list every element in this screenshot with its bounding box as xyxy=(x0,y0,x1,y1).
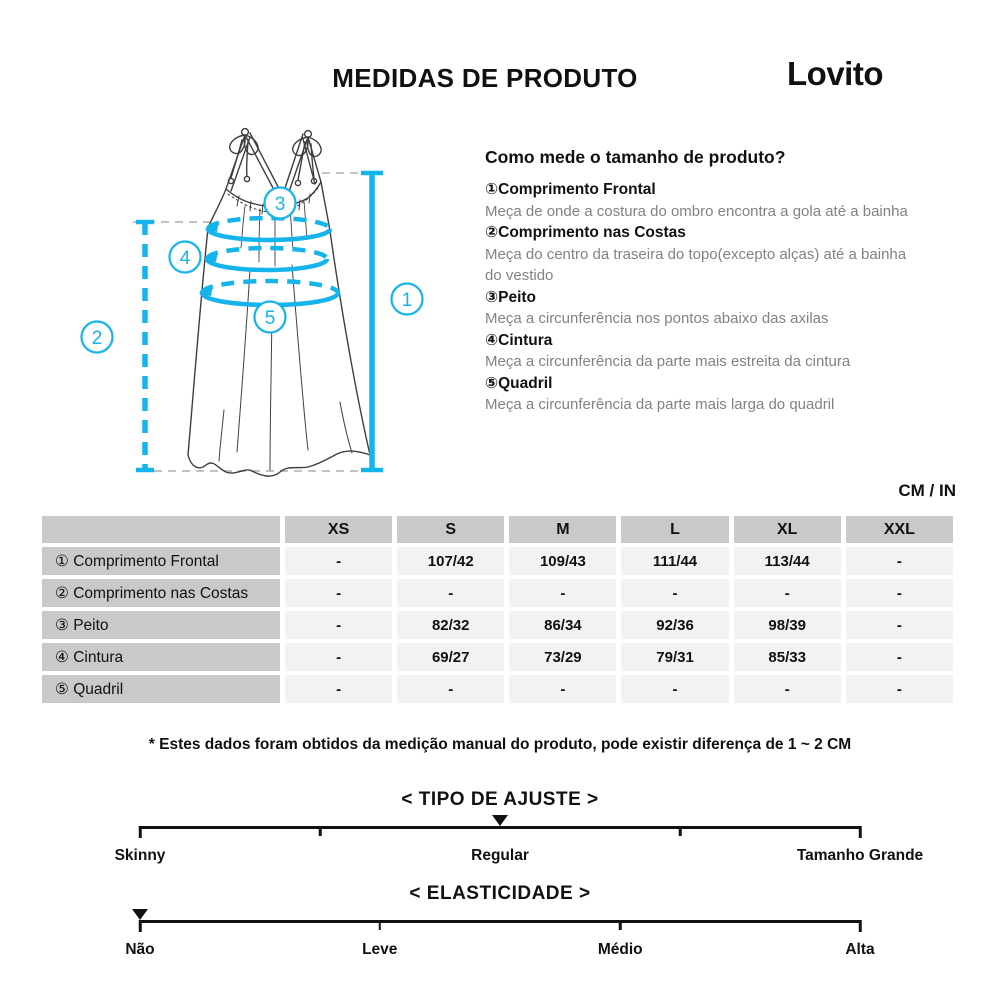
measurement-value-cell: 113/44 xyxy=(734,547,841,575)
instruction-item-desc: Meça a circunferência da parte mais estreita da cintura xyxy=(485,353,851,370)
instruction-item-name: ②Comprimento nas Costas xyxy=(485,223,686,241)
circled-number: ⑤ xyxy=(485,373,499,392)
table-row xyxy=(42,579,953,607)
measurement-instructions xyxy=(485,147,909,416)
measurement-value-cell: - xyxy=(397,675,504,703)
measurement-value-cell: 86/34 xyxy=(509,611,616,639)
measurement-row-label: ③ Peito xyxy=(42,611,280,639)
instruction-item-name: ③Peito xyxy=(485,287,537,306)
measurement-value-cell: - xyxy=(734,579,841,607)
unit-label: CM / IN xyxy=(898,481,956,500)
scale-division-tick xyxy=(679,826,682,836)
measurement-value-cell: 98/39 xyxy=(734,611,841,639)
scale-end-tick xyxy=(139,920,142,932)
measurement-value-cell: - xyxy=(397,579,504,607)
measurement-value-cell: - xyxy=(285,675,392,703)
scale-line xyxy=(140,920,860,923)
table-row xyxy=(42,547,953,575)
circled-number: ④ xyxy=(485,330,499,349)
measurement-value-cell: 109/43 xyxy=(509,547,616,575)
svg-text:1: 1 xyxy=(401,290,413,311)
fit-type-scale-title: < TIPO DE AJUSTE > xyxy=(401,789,599,810)
measurement-value-cell: - xyxy=(846,611,953,639)
instruction-item-name: ①Comprimento Frontal xyxy=(485,180,656,198)
size-column-header: M xyxy=(509,516,616,543)
size-column-header: XL xyxy=(734,516,841,543)
measurement-value-cell: 82/32 xyxy=(397,611,504,639)
fit-type-scale-track xyxy=(140,826,860,839)
measurement-value-cell: - xyxy=(846,547,953,575)
circled-number: ③ xyxy=(485,287,499,306)
measurement-value-cell: 69/27 xyxy=(397,643,504,671)
circled-number: ③ xyxy=(55,615,69,634)
elasticity-scale-title: < ELASTICIDADE > xyxy=(409,883,591,904)
measurement-value-cell: 85/33 xyxy=(734,643,841,671)
scale-label: Não xyxy=(125,941,155,958)
svg-text:2: 2 xyxy=(91,328,103,349)
size-table-header-row xyxy=(42,516,953,543)
scale-label: Médio xyxy=(597,941,643,958)
page-title: MEDIDAS DE PRODUTO xyxy=(332,63,638,93)
measurement-value-cell: - xyxy=(846,643,953,671)
measurement-value-cell: 79/31 xyxy=(621,643,728,671)
instruction-item-desc: Meça a circunferência nos pontos abaixo das axilas xyxy=(485,310,829,327)
fit-type-scale xyxy=(114,789,924,867)
measure-ellipse-chest xyxy=(205,218,330,240)
size-table xyxy=(37,512,958,707)
scale-label: Regular xyxy=(471,847,529,864)
circled-number: ② xyxy=(55,583,69,602)
svg-text:4: 4 xyxy=(179,248,191,269)
measurement-value-cell: - xyxy=(509,579,616,607)
measurement-value-cell: 107/42 xyxy=(397,547,504,575)
circled-number: ② xyxy=(485,223,499,241)
svg-text:5: 5 xyxy=(264,308,276,329)
measure-ellipse-waist xyxy=(204,248,327,270)
table-row xyxy=(42,675,953,703)
scale-division-tick xyxy=(619,920,622,930)
measurement-row-label: ② Comprimento nas Costas xyxy=(42,579,280,607)
scale-division-tick xyxy=(319,826,322,836)
table-row xyxy=(42,611,953,639)
measurement-value-cell: - xyxy=(846,675,953,703)
size-column-header: XS xyxy=(285,516,392,543)
badge-5 xyxy=(255,302,286,333)
scale-line xyxy=(140,826,860,829)
scale-marker-triangle xyxy=(492,815,508,826)
dress-measurement-diagram xyxy=(40,110,480,490)
circled-number: ④ xyxy=(55,647,69,666)
measurement-row-label: ④ Cintura xyxy=(42,643,280,671)
measurement-value-cell: - xyxy=(846,579,953,607)
circled-number: ⑤ xyxy=(55,679,69,698)
scale-division-tick xyxy=(379,920,382,930)
measurement-value-cell: 111/44 xyxy=(621,547,728,575)
measurement-value-cell: - xyxy=(285,547,392,575)
instruction-item-name: ⑤Quadril xyxy=(485,373,553,392)
instruction-item-desc: Meça do centro da traseira do topo(excepto alças) até a bainha do vestido xyxy=(485,245,907,284)
table-corner-cell xyxy=(42,516,280,543)
instruction-item-desc: Meça de onde a costura do ombro encontra a gola até a bainha xyxy=(485,202,908,220)
circled-number: ① xyxy=(55,551,69,570)
measure-line-front-length xyxy=(361,173,383,470)
elasticity-scale xyxy=(125,883,875,961)
size-table-body xyxy=(42,547,953,703)
measurement-value-cell: - xyxy=(621,675,728,703)
instruction-item-name: ④Cintura xyxy=(485,330,553,349)
measurement-row-label: ① Comprimento Frontal xyxy=(42,547,280,575)
badge-2 xyxy=(82,322,113,353)
measurement-value-cell: - xyxy=(285,611,392,639)
circled-number: ① xyxy=(485,180,499,198)
instructions-list xyxy=(485,179,909,416)
badge-1 xyxy=(392,284,423,315)
scale-label: Skinny xyxy=(114,847,166,864)
measurement-disclaimer: * Estes dados foram obtidos da medição manual do produto, pode existir diferença de 1 ~ 2 CM xyxy=(148,736,852,753)
measurement-value-cell: 92/36 xyxy=(621,611,728,639)
elasticity-scale-labels xyxy=(125,941,875,961)
measurement-value-cell: 73/29 xyxy=(509,643,616,671)
measurement-value-cell: - xyxy=(734,675,841,703)
measurement-value-cell: - xyxy=(285,643,392,671)
measurement-value-cell: - xyxy=(621,579,728,607)
size-column-header: L xyxy=(621,516,728,543)
scale-end-tick xyxy=(859,920,862,932)
scale-end-tick xyxy=(859,826,862,838)
scale-label: Leve xyxy=(362,941,398,958)
instructions-title: Como mede o tamanho de produto? xyxy=(485,147,786,167)
scale-marker-triangle xyxy=(132,909,148,920)
instruction-item-desc: Meça a circunferência da parte mais larga do quadril xyxy=(485,396,835,413)
scale-label: Alta xyxy=(845,941,875,958)
scale-end-tick xyxy=(139,826,142,838)
svg-text:3: 3 xyxy=(274,194,286,215)
brand-logo: Lovito xyxy=(787,55,883,92)
measure-line-back-length xyxy=(136,222,154,470)
size-column-header: XXL xyxy=(846,516,953,543)
measurement-value-cell: - xyxy=(285,579,392,607)
badge-4 xyxy=(170,242,201,273)
elasticity-scale-track xyxy=(140,920,860,933)
scale-label: Tamanho Grande xyxy=(796,847,924,864)
measurement-value-cell: - xyxy=(509,675,616,703)
badge-3 xyxy=(265,188,296,219)
size-column-header: S xyxy=(397,516,504,543)
fit-type-scale-labels xyxy=(114,847,924,867)
measurement-row-label: ⑤ Quadril xyxy=(42,675,280,703)
table-row xyxy=(42,643,953,671)
